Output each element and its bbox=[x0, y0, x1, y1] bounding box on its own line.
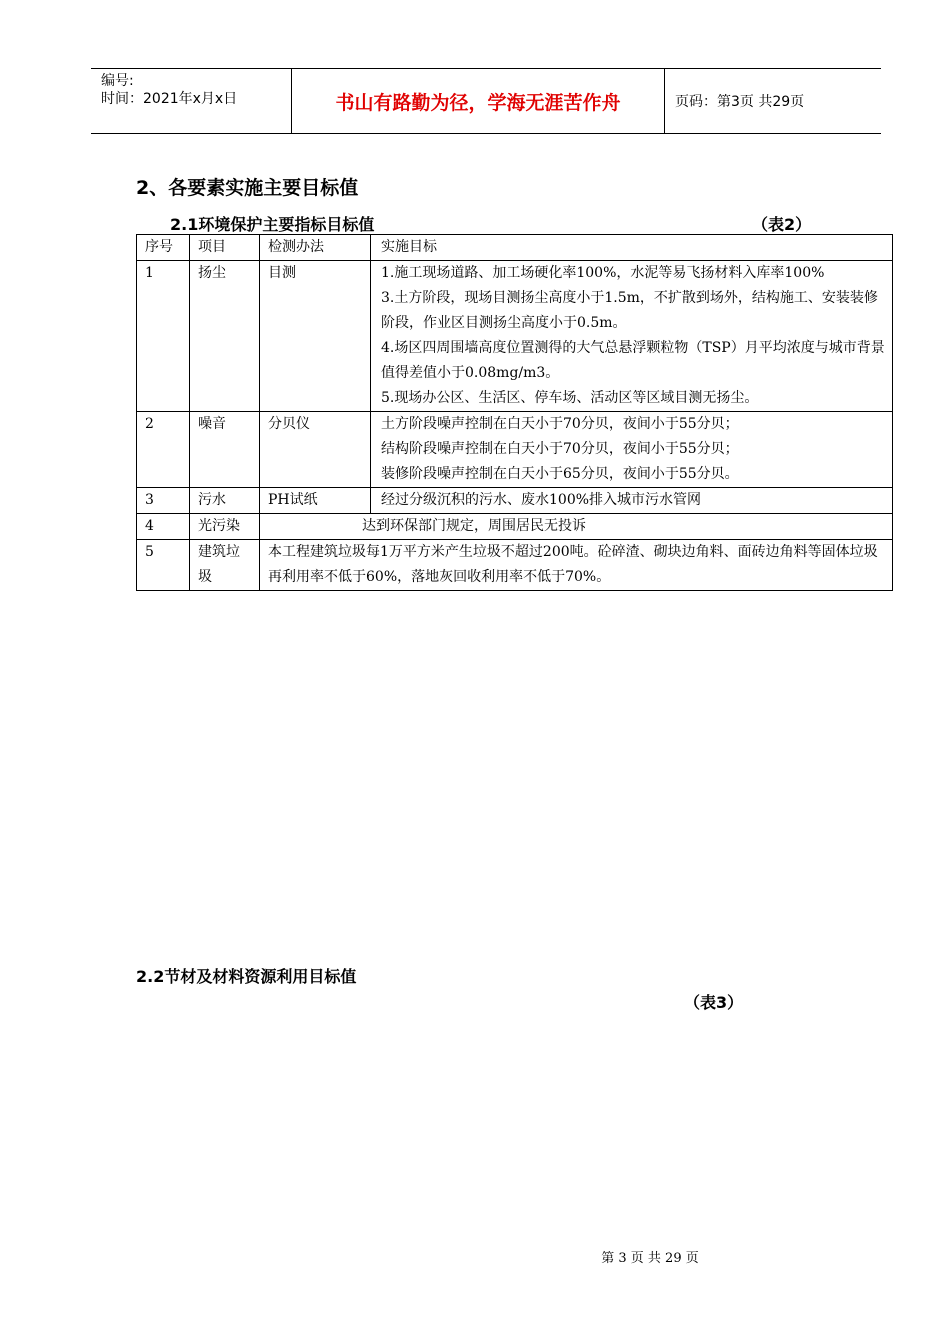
row-method: PH试纸 bbox=[260, 488, 371, 514]
table-row bbox=[137, 412, 893, 488]
target-line: 经过分级沉积的污水、废水100%排入城市污水管网 bbox=[381, 492, 702, 508]
table-row bbox=[137, 514, 893, 540]
time-label: 时间：2021年x月x日 bbox=[101, 91, 238, 107]
page-header bbox=[91, 68, 881, 134]
row-item: 污水 bbox=[190, 488, 260, 514]
row-no: 1 bbox=[137, 261, 190, 412]
table-row bbox=[137, 261, 893, 412]
row-no: 5 bbox=[137, 540, 190, 591]
header-motto: 书山有路勤为径，学海无涯苦作舟 bbox=[292, 69, 665, 133]
subsection-title-2: 2.2节材及材料资源利用目标值 bbox=[136, 967, 357, 986]
target-line: 3.土方阶段，现场目测扬尘高度小于1.5m，不扩散到场外，结构施工、安装装修阶段，作业区目测扬尘高度小于0.5m。 bbox=[381, 290, 878, 331]
target-line: 4.场区四周围墙高度位置测得的大气总悬浮颗粒物（TSP）月平均浓度与城市背景值得差值小于0.08mg/m3。 bbox=[381, 340, 885, 381]
row-merged-target: 本工程建筑垃圾每1万平方米产生垃圾不超过200吨。砼碎渣、砌块边角料、面砖边角料等固体垃圾再利用率不低于60%，落地灰回收利用率不低于70%。 bbox=[260, 540, 893, 591]
row-item: 噪音 bbox=[190, 412, 260, 488]
header-page-info: 页码：第3页 共29页 bbox=[675, 94, 805, 110]
table-number-2: （表2） bbox=[752, 215, 812, 234]
subsection-title-1: 2.1环境保护主要指标目标值 bbox=[170, 215, 375, 234]
row-targets bbox=[371, 412, 893, 488]
header-cell-no: 序号 bbox=[137, 235, 190, 261]
footer-page-number: 第 3 页 共 29 页 bbox=[601, 1251, 699, 1266]
row-no: 3 bbox=[137, 488, 190, 514]
row-no: 2 bbox=[137, 412, 190, 488]
table-row bbox=[137, 540, 893, 591]
row-no: 4 bbox=[137, 514, 190, 540]
table-header-row bbox=[137, 235, 893, 261]
table-number-3: （表3） bbox=[684, 993, 744, 1012]
header-meta bbox=[91, 69, 292, 133]
target-line: 装修阶段噪声控制在白天小于65分贝，夜间小于55分贝。 bbox=[381, 466, 739, 482]
header-cell-method: 检测办法 bbox=[260, 235, 371, 261]
target-line: 5.现场办公区、生活区、停车场、活动区等区域目测无扬尘。 bbox=[381, 390, 759, 406]
row-item: 扬尘 bbox=[190, 261, 260, 412]
row-merged-target: 达到环保部门规定，周围居民无投诉 bbox=[260, 514, 893, 540]
environment-target-table bbox=[136, 234, 893, 591]
row-method: 分贝仪 bbox=[260, 412, 371, 488]
row-method: 目测 bbox=[260, 261, 371, 412]
target-line: 1.施工现场道路、加工场硬化率100%，水泥等易飞扬材料入库率100% bbox=[381, 265, 825, 281]
row-targets bbox=[371, 488, 893, 514]
page-footer bbox=[0, 1247, 950, 1266]
row-item: 光污染 bbox=[190, 514, 260, 540]
section-title: 2、各要素实施主要目标值 bbox=[136, 177, 359, 199]
target-line: 土方阶段噪声控制在白天小于70分贝，夜间小于55分贝； bbox=[381, 416, 739, 432]
number-label: 编号: bbox=[101, 73, 134, 89]
row-item: 建筑垃圾 bbox=[190, 540, 260, 591]
header-cell-item: 项目 bbox=[190, 235, 260, 261]
header-cell-target: 实施目标 bbox=[371, 235, 893, 261]
target-line: 结构阶段噪声控制在白天小于70分贝，夜间小于55分贝； bbox=[381, 441, 739, 457]
row-targets bbox=[371, 261, 893, 412]
table-row bbox=[137, 488, 893, 514]
